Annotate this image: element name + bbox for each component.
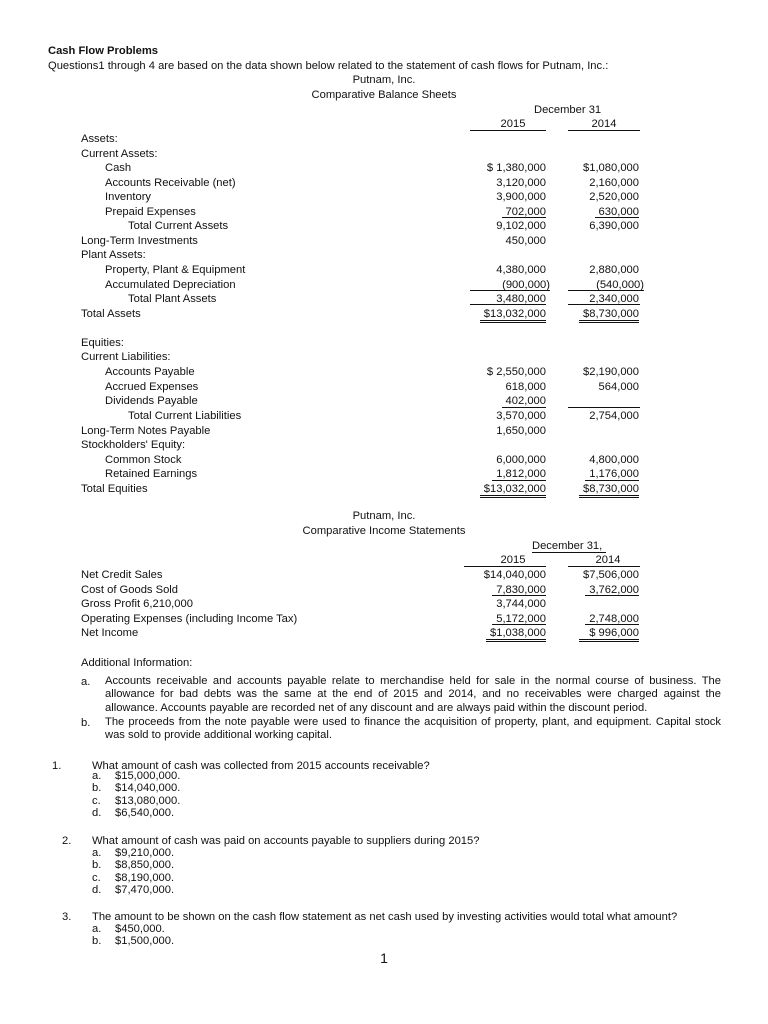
bs-row-label: Long-Term Investments [81,235,198,247]
bs-value-2015: 450,000 [505,235,546,247]
is-col-2014: 2014 [595,554,621,566]
eq-value-2015: 1,812,000 [496,468,546,480]
question-text: What amount of cash was paid on accounts payable to suppliers during 2015? [92,835,480,847]
bs-value-2014: 630,000 [598,206,639,218]
eq-row-label: Accrued Expenses [105,381,199,393]
bs-value-2015: (900,000) [502,279,550,291]
is-value-2015: 7,830,000 [496,584,546,596]
option-letter: b. [92,782,102,794]
is-value-2015: 5,172,000 [496,613,546,625]
equities-label: Equities: [81,337,124,349]
option-text: $8,850,000. [115,859,175,871]
bs-row-label: Prepaid Expenses [105,206,196,218]
bs-value-2014: 2,160,000 [589,177,639,189]
is-col-2015: 2015 [500,554,526,566]
eq-row-label: Total Equities [81,483,148,495]
bs-value-2014: 2,340,000 [589,293,639,305]
bs-row-label: Total Plant Assets [128,293,217,305]
eq-value-2014: 564,000 [598,381,639,393]
eq-value-2015: 618,000 [505,381,546,393]
option-letter: a. [92,770,102,782]
eq-row-label: Accounts Payable [105,366,195,378]
is-value-2014: $ 996,000 [589,627,639,639]
option-letter: b. [92,935,102,947]
eq-value-2014: 2,754,000 [589,410,639,422]
is-row-label: Net Income [81,627,139,639]
option-letter: a. [92,847,102,859]
info-paragraph: Accounts receivable and accounts payable relate to merchandise held for sale in the normal course of business. The allowance for bad debts was the same at the end of 2015 and 2014, and no receivables were charged against the allowance. Accounts payable are recorded net of any discount and are always paid within the discount period. [105,675,721,714]
option-text: $9,210,000. [115,847,175,859]
bs-date-header: December 31 [534,104,602,116]
bs-col-2014: 2014 [591,118,617,130]
bs-value-2015: $13,032,000 [483,308,546,320]
eq-value-2015: 1,650,000 [496,425,546,437]
option-text: $6,540,000. [115,807,175,819]
eq-row-label: Total Current Liabilities [128,410,242,422]
bs-value-2014: 2,520,000 [589,191,639,203]
option-text: $8,190,000. [115,872,175,884]
is-value-2015: $1,038,000 [490,627,546,639]
is-row-label: Net Credit Sales [81,569,163,581]
is-date-header: December 31, [532,540,603,552]
eq-row-label: Long-Term Notes Payable [81,425,211,437]
bs-row-label: Property, Plant & Equipment [105,264,246,276]
bs-row-label: Total Assets [81,308,141,320]
option-letter: d. [92,884,102,896]
assets-label: Assets: [81,133,118,145]
bs-row-label: Accumulated Depreciation [105,279,236,291]
bs-value-2015: 3,480,000 [496,293,546,305]
is-row-label: Operating Expenses (including Income Tax) [81,613,298,625]
eq-value-2015: 402,000 [505,395,546,407]
bs-company: Putnam, Inc. [352,74,416,86]
is-row-label: Cost of Goods Sold [81,584,179,596]
bs-value-2014: $1,080,000 [583,162,639,174]
bs-value-2015: 9,102,000 [496,220,546,232]
bs-row-label: Inventory [105,191,152,203]
info-letter: a. [81,676,91,688]
is-value-2015: 3,744,000 [496,598,546,610]
question-text: What amount of cash was collected from 2015 accounts receivable? [92,760,430,772]
info-letter: b. [81,717,91,729]
page-number: 1 [380,950,388,966]
bs-value-2015: 3,120,000 [496,177,546,189]
doc-title: Cash Flow Problems [48,45,159,57]
bs-value-2014: 2,880,000 [589,264,639,276]
is-value-2014: 2,748,000 [589,613,639,625]
is-value-2014: 3,762,000 [589,584,639,596]
eq-value-2015: 6,000,000 [496,454,546,466]
question-number: 2. [62,835,72,847]
is-row-label: Gross Profit 6,210,000 [81,598,193,610]
bs-value-2015: 3,900,000 [496,191,546,203]
additional-info-title: Additional Information: [81,657,193,669]
bs-row-label: Plant Assets: [81,249,146,261]
option-text: $15,000,000. [115,770,181,782]
info-paragraph: The proceeds from the note payable were used to finance the acquisition of property, plant, and equipment. Capital stock was sold to provide additional working capital. [105,716,721,742]
eq-value-2014: $2,190,000 [583,366,639,378]
option-letter: d. [92,807,102,819]
option-letter: c. [92,795,101,807]
eq-value-2014: 4,800,000 [589,454,639,466]
is-value-2015: $14,040,000 [483,569,546,581]
bs-row-label: Accounts Receivable (net) [105,177,236,189]
option-letter: c. [92,872,101,884]
bs-col-2015: 2015 [500,118,526,130]
option-text: $7,470,000. [115,884,175,896]
option-letter: a. [92,923,102,935]
eq-row-label: Stockholders' Equity: [81,439,186,451]
bs-value-2014: $8,730,000 [583,308,639,320]
option-text: $13,080,000. [115,795,181,807]
is-value-2014: $7,506,000 [583,569,639,581]
option-text: $450,000. [115,923,165,935]
bs-value-2014: 6,390,000 [589,220,639,232]
bs-value-2015: $ 1,380,000 [486,162,546,174]
bs-value-2015: 702,000 [505,206,546,218]
eq-value-2015: $ 2,550,000 [486,366,546,378]
eq-value-2014: 1,176,000 [589,468,639,480]
bs-row-label: Cash [105,162,132,174]
bs-value-2014: (540,000) [596,279,644,291]
bs-row-label: Total Current Assets [128,220,229,232]
option-text: $1,500,000. [115,935,175,947]
option-letter: b. [92,859,102,871]
eq-value-2015: $13,032,000 [483,483,546,495]
question-number: 3. [62,911,72,923]
eq-value-2014: $8,730,000 [583,483,639,495]
eq-row-label: Dividends Payable [105,395,198,407]
question-text: The amount to be shown on the cash flow statement as net cash used by investing activities would total what amount? [92,911,678,923]
doc-intro: Questions1 through 4 are based on the data shown below related to the statement of cash flows for Putnam, Inc.: [48,60,609,72]
option-text: $14,040,000. [115,782,181,794]
is-title: Comparative Income Statements [302,525,466,537]
bs-title: Comparative Balance Sheets [311,89,457,101]
current-liabilities-label: Current Liabilities: [81,351,171,363]
eq-row-label: Common Stock [105,454,182,466]
current-assets-label: Current Assets: [81,148,158,160]
question-number: 1. [52,760,62,772]
bs-value-2015: 4,380,000 [496,264,546,276]
eq-value-2015: 3,570,000 [496,410,546,422]
is-company: Putnam, Inc. [352,510,416,522]
eq-row-label: Retained Earnings [105,468,198,480]
